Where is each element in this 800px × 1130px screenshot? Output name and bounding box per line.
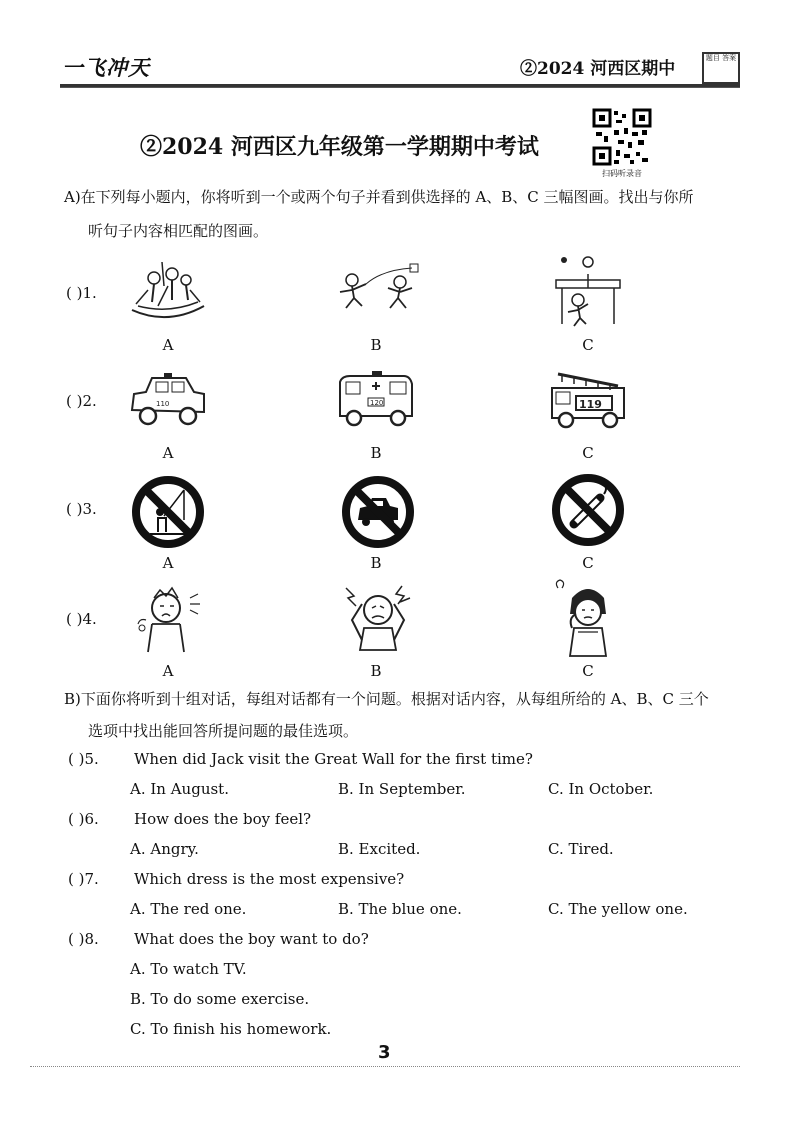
fire-engine-number: 119 — [579, 398, 602, 411]
section-a-instruction-line1: A)在下列每小题内，你将听到一个或两个句子并看到供选择的 A、B、C 三幅图画。找出与你所 — [64, 188, 694, 206]
question-8-option-c: C. To finish his homework. — [130, 1020, 332, 1038]
brand-logo: 一飞冲天 — [62, 56, 150, 80]
item-4-label-a: A — [162, 662, 174, 680]
question-5-text: When did Jack visit the Great Wall for the first time? — [134, 750, 533, 768]
fire-engine-icon — [548, 370, 628, 430]
item-4-number: ( )4. — [66, 610, 97, 628]
qr-code-icon — [592, 108, 652, 166]
question-8-option-b: B. To do some exercise. — [130, 990, 310, 1008]
toothache-girl-icon — [552, 578, 624, 658]
item-2-label-c: C — [582, 444, 594, 462]
question-5-option-a: A. In August. — [130, 780, 229, 798]
item-4-label-c: C — [582, 662, 594, 680]
question-6-text: How does the boy feel? — [134, 810, 312, 828]
qr-caption: 扫码听录音 — [602, 169, 642, 178]
question-7-number: ( )7. — [68, 870, 99, 888]
item-2-label-b: B — [370, 444, 382, 462]
question-8-option-a: A. To watch TV. — [130, 960, 247, 978]
item-2-label-a: A — [162, 444, 174, 462]
no-fishing-icon — [130, 474, 206, 550]
question-5-number: ( )5. — [68, 750, 99, 768]
item-1-label-c: C — [582, 336, 594, 354]
question-6-number: ( )6. — [68, 810, 99, 828]
item-2-number: ( )2. — [66, 392, 97, 410]
section-b-instruction-line1: B)下面你将听到十组对话，每组对话都有一个问题。根据对话内容，从每组所给的 A、B、C 三个 — [64, 690, 709, 708]
no-smoking-icon — [550, 472, 626, 548]
exam-tag: ②2024 河西区期中 — [520, 59, 676, 79]
question-8-number: ( )8. — [68, 930, 99, 948]
question-7-option-c: C. The yellow one. — [548, 900, 688, 918]
header-logo: 题目 答案 — [702, 52, 740, 84]
item-3-number: ( )3. — [66, 500, 97, 518]
table-tennis-icon — [552, 254, 624, 328]
question-6-option-b: B. Excited. — [338, 840, 421, 858]
question-7-option-a: A. The red one. — [130, 900, 247, 918]
headache-boy-icon — [338, 580, 418, 652]
page-title: ②2024 河西区九年级第一学期期中考试 — [140, 134, 539, 160]
question-6-option-a: A. Angry. — [130, 840, 199, 858]
item-3-label-b: B — [370, 554, 382, 572]
question-6-option-c: C. Tired. — [548, 840, 614, 858]
item-1-number: ( )1. — [66, 284, 97, 302]
page-number: 3 — [378, 1042, 391, 1063]
ambulance-number: 120 — [370, 399, 384, 407]
question-5-option-c: C. In October. — [548, 780, 654, 798]
police-car-icon — [128, 372, 208, 428]
sneezing-boy-icon — [132, 584, 206, 654]
question-8-text: What does the boy want to do? — [134, 930, 369, 948]
kite-running-icon — [332, 262, 422, 312]
question-5-option-b: B. In September. — [338, 780, 466, 798]
dragon-boat-icon — [128, 256, 208, 324]
item-4-label-b: B — [370, 662, 382, 680]
section-b-instruction-line2: 选项中找出能回答所提问题的最佳选项。 — [88, 722, 359, 740]
item-1-label-b: B — [370, 336, 382, 354]
header-rule — [60, 84, 740, 88]
item-3-label-a: A — [162, 554, 174, 572]
ambulance-icon — [336, 370, 416, 428]
section-a-instruction-line2: 听句子内容相匹配的图画。 — [88, 222, 269, 240]
item-1-label-a: A — [162, 336, 174, 354]
question-7-text: Which dress is the most expensive? — [134, 870, 405, 888]
svg-text:110: 110 — [156, 400, 170, 408]
question-7-option-b: B. The blue one. — [338, 900, 462, 918]
no-parking-icon — [340, 474, 416, 550]
item-3-label-c: C — [582, 554, 594, 572]
